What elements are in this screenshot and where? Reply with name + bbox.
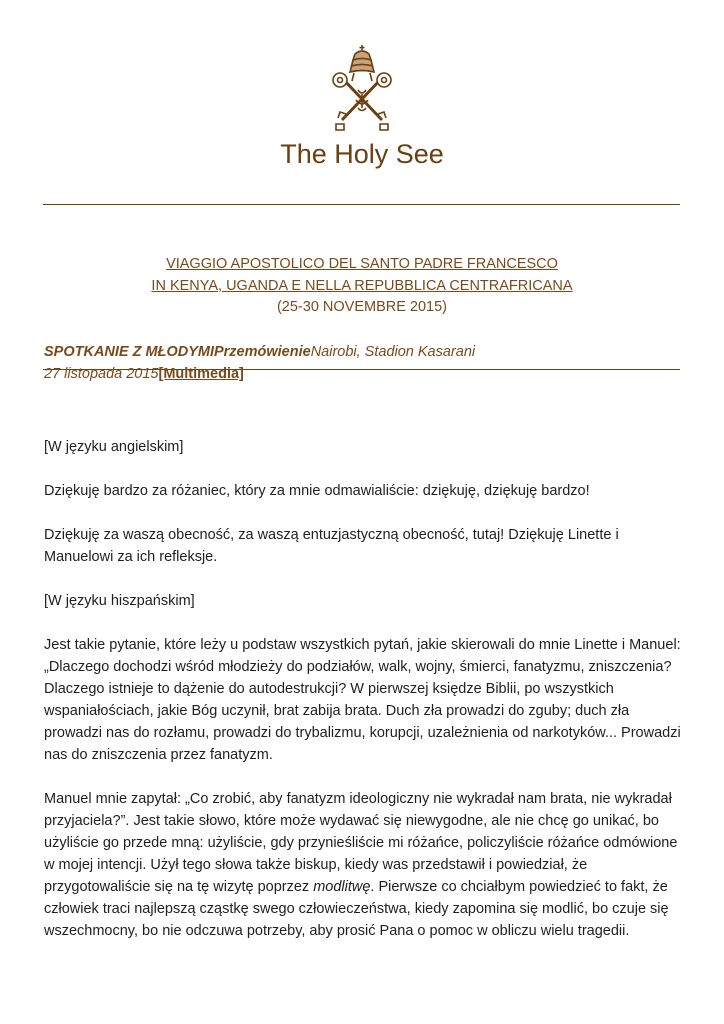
paragraph-text: Manuel mnie zapytał: „Co zrobić, aby fanatyzm ideologiczny nie wykradał nam brata, nie wykradał przyjaciela?”. Jest takie słowo, które może wydawać się niewygodne, ale nie chcę go unikać, bo użyliście go przede mną: użyliście, gdy przynieśliście mi różańce, policzyliście różańce odmówione w mojej intencji. Użył tego słowa także biskup, kiedy was przedstawił i powiedział, że przygotowaliście się na tę wizytę poprzez [44, 791, 678, 895]
paragraph: [W języku hiszpańskim] [44, 593, 195, 609]
paragraph: [W języku angielskim] [44, 439, 184, 455]
speech-type: Przemówienie [213, 344, 311, 360]
speech-date-row [44, 366, 244, 382]
speech-date: 27 listopada 2015 [44, 366, 159, 382]
paragraph: Dziękuję bardzo za różaniec, który za mnie odmawialiście: dziękuję, dziękuję bardzo! [44, 483, 590, 499]
paragraph: Jest takie pytanie, które leży u podstaw wszystkich pytań, jakie skierowali do mnie Linette i Manuel: „Dlaczego dochodzi wśród młodzieży do podziałów, walk, wojny, śmierci, fanatyzmu, zniszczenia? Dlaczego istnieje to dążenie do autodestrukcji? W pierwszej księdze Biblii, po wszystkich wspaniałościach, jakie Bóg uczynił, brat zabija brata. Duch zła prowadzi do zguby; duch zła prowadzi nas do rozłamu, prowadzi do trybalizmu, korupcji, uzależnienia od narkotyków... Prowadzi nas do zniszczenia przez fanatyzm. [44, 637, 681, 763]
speech-place: Nairobi, Stadion Kasarani [310, 344, 476, 360]
paragraph-text: . Pierwsze co chciałbym powiedzieć to fakt, że człowiek traci najlepszą cząstkę swego człowieczeństwa, kiedy zapomina się modlić, bo czuje się wszechmocny, bo nie odczuwa potrzeby, aby prosić Pana o pomoc w obliczu wielu tragedii. [44, 879, 669, 939]
trip-heading [0, 254, 724, 319]
speech-meta [44, 344, 475, 360]
paragraph: Dziękuję za waszą obecność, za waszą entuzjastyczną obecność, tutaj! Dziękuję Linette i Manuelowi za ich refleksje. [44, 527, 619, 565]
trip-link-line2[interactable]: IN KENYA, UGANDA E NELLA REPUBBLICA CENTRAFRICANA [151, 277, 573, 294]
trip-dates: (25-30 NOVEMBRE 2015) [276, 299, 448, 315]
paragraph [44, 788, 684, 942]
speech-body [44, 436, 684, 964]
holy-see-crest-icon [322, 42, 402, 134]
trip-link-line1[interactable]: VIAGGIO APOSTOLICO DEL SANTO PADRE FRANCESCO [166, 256, 558, 272]
event-title: SPOTKANIE Z MŁODYMI [44, 344, 214, 360]
multimedia-link[interactable]: [Multimedia] [158, 366, 244, 382]
header-divider [43, 204, 680, 205]
site-title[interactable]: The Holy See [280, 139, 444, 169]
emphasis-text: modlitwę [313, 879, 371, 895]
